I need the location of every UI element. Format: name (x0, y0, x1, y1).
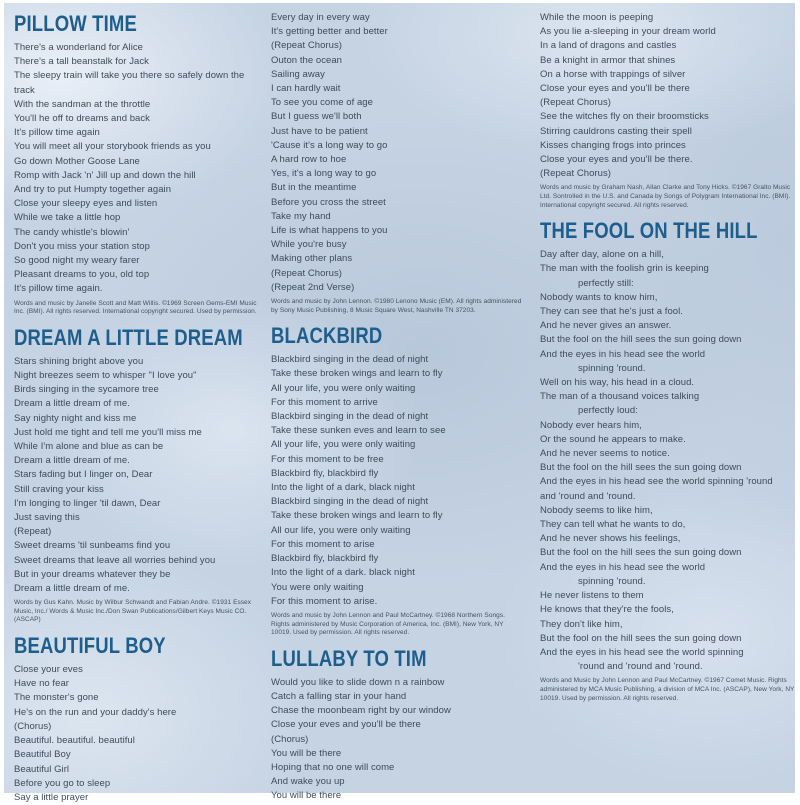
lyric-line: Have no fear (14, 678, 69, 690)
lyric-line: But I guess we'll both (271, 111, 362, 123)
lyric-line: And he never gives an answer. (540, 320, 672, 332)
lyric-line: They don't like him, (540, 618, 623, 630)
lyric-line: Beautiful Girl (14, 763, 70, 775)
lyric-line: But in your dreams whatever they be (14, 568, 171, 580)
lyric-line: Blackbird singing in the dead of night (271, 496, 429, 508)
lyric-line: Dream a little dream of me. (14, 455, 130, 467)
lyric-line: While the moon is peeping (540, 12, 654, 23)
lyric-line: Close your sleepy eyes and listen (14, 198, 158, 210)
lyric-line: I can hardly wait (271, 83, 341, 95)
lyric-line: They can tell what he wants to do, (540, 519, 686, 531)
lyric-line: But the fool on the hill sees the sun going down (540, 632, 742, 644)
lyric-line: Or the sound he appears to make. (540, 433, 686, 445)
lyric-line: Sweet dreams that leave all worries behind you (14, 554, 216, 566)
lyric-line: track (14, 84, 35, 96)
lyric-line: The candy whistle's blowin' (14, 226, 130, 238)
lyric-line: On a horse with trappings of silver (540, 68, 686, 80)
lyric-line: You will be there (271, 790, 342, 802)
lyric-line: Go down Mother Goose Lane (14, 155, 140, 167)
lyric-line: And the eyes in his head see the world spinning 'round (540, 476, 773, 488)
lyric-line: Stars shining bright above you (14, 355, 144, 367)
lyric-line: All your life, you were only waiting (271, 382, 416, 394)
lyrics-sheet (4, 3, 795, 803)
lyric-line: Nobody seems to like him, (540, 504, 653, 516)
lyric-line: Close your eves (14, 664, 83, 676)
song-section (271, 325, 523, 637)
song-section (540, 11, 798, 210)
lyric-line: And he never seems to notice. (540, 448, 670, 460)
lyric-line: Day after day, alone on a hill, (540, 249, 664, 261)
lyric-line: Stirring cauldrons casting their spell (540, 125, 692, 137)
lyric-line: 'round and 'round and 'round. (578, 661, 703, 673)
lyric-line: Hoping that no one will come (271, 761, 395, 773)
lyric-line: (Repeat Chorus) (540, 168, 611, 180)
lyrics-column-2 (271, 11, 523, 804)
lyric-line: But in the meantime (271, 182, 357, 194)
credit-line: Words and music by John Lennon. ©1980 Lenono Music (EM). All rights administered by Sony Music Publishing, 8 Music Square West, Nashville TN 37203. (271, 298, 522, 314)
lyric-line: (Repeat Chorus) (271, 40, 342, 52)
lyric-line: A hard row to hoe (271, 154, 347, 166)
lyric-line: Into the light of a dark. black night (271, 567, 415, 579)
lyric-line: Say nighty night and kiss me (14, 412, 137, 424)
song-section (14, 635, 264, 805)
song-section (540, 220, 798, 703)
lyric-line: (Repeat Chorus) (271, 267, 342, 279)
lyric-line: Be a knight in armor that shines (540, 54, 676, 66)
lyric-line: Every day in every way (271, 12, 370, 23)
lyric-line: Chase the moonbeam right by our window (271, 705, 451, 717)
song-section (271, 11, 523, 315)
lyric-line: And try to put Humpty together again (14, 184, 172, 196)
lyric-line: And he never shows his feelings, (540, 533, 681, 545)
lyric-line: While you're busy (271, 239, 347, 251)
lyric-line: You were only waiting (271, 581, 364, 593)
lyric-line: Birds singing in the sycamore tree (14, 384, 159, 396)
lyric-line: For this moment to arise. (271, 595, 378, 607)
song-title: BLACKBIRD (271, 323, 383, 349)
lyric-line: Nobody wants to know him, (540, 291, 658, 303)
lyric-line: Say a little prayer (14, 791, 89, 803)
lyric-line: Take these broken wings and learn to fly (271, 368, 443, 380)
lyric-line: Close your eyes and you'll be there. (540, 154, 693, 166)
lyric-line: As you lie a-sleeping in your dream world (540, 26, 716, 38)
lyric-line: It's getting better and better (271, 26, 388, 38)
lyric-line: Stars fading but I linger on, Dear (14, 469, 153, 481)
lyric-line: The sleepy train will take you there so safely down the (14, 70, 245, 82)
lyric-line: Yes, it's a long way to go (271, 168, 377, 180)
lyric-line: Blackbird singing in the dead of night (271, 354, 429, 366)
lyric-line: While I'm alone and blue as can be (14, 441, 164, 453)
lyric-line: Before you cross the street (271, 196, 386, 208)
lyric-line: You will meet all your storybook friends as you (14, 141, 211, 153)
lyric-line: Don't you miss your station stop (14, 240, 150, 252)
lyric-line: Just hold me tight and tell me you'll miss me (14, 426, 202, 438)
credit-line: Words and music by Janelle Scott and Matt Willis. ©1969 Screen Gems-EMI Music Inc. (BMI). All rights reserved. International copyright secured. Used by permission. (14, 299, 257, 316)
lyric-line: All your life, you were only waiting (271, 439, 416, 451)
lyric-line: It's pillow time again (14, 127, 100, 139)
lyric-line: And wake you up (271, 776, 345, 788)
lyric-line: spinning 'round. (578, 362, 646, 374)
lyric-line: See the witches fly on their broomsticks (540, 111, 709, 123)
lyric-line: Close your eyes and you'll be there (540, 83, 690, 95)
lyric-line: and 'round and 'round. (540, 490, 636, 502)
lyric-line: But the fool on the hill sees the sun going down (540, 462, 742, 474)
song-title: DREAM A LITTLE DREAM (14, 324, 243, 350)
lyric-line: I'm longing to linger 'til dawn, Dear (14, 497, 161, 509)
lyric-line: So good night my weary farer (14, 255, 140, 267)
lyric-line: You will be there (271, 747, 342, 759)
lyric-line: (Repeat 2nd Verse) (271, 281, 355, 293)
lyric-line: perfectly still: (578, 277, 634, 289)
lyric-line: He never listens to them (540, 590, 644, 602)
lyric-line: Blackbird fly, blackbird fly (271, 467, 379, 479)
lyric-line: All our life, you were only waiting (271, 524, 411, 536)
lyric-line: Take these broken wings and learn to fly (271, 510, 443, 522)
lyric-line: For this moment to be free (271, 453, 384, 465)
lyric-line: Pleasant dreams to you, old top (14, 269, 150, 281)
song-title: BEAUTIFUL BOY (14, 633, 166, 659)
lyric-line: Night breezes seem to whisper "I love you" (14, 370, 197, 382)
lyric-line: You'll he off to dreams and back (14, 113, 150, 125)
lyric-line: Well on his way, his head in a cloud. (540, 377, 695, 389)
lyric-line: Sweet dreams 'til sunbeams find you (14, 540, 171, 552)
lyric-line: Before you go to sleep (14, 777, 111, 789)
lyric-line: And the eyes in his head see the world spinning (540, 646, 744, 658)
lyric-line: Blackbird singing in the dead of night (271, 411, 429, 423)
lyric-line: Romp with Jack 'n' Jill up and down the hill (14, 169, 196, 181)
lyric-line: Dream a little dream of me. (14, 398, 130, 410)
lyric-line: Still craving your kiss (14, 483, 104, 495)
lyric-line: (Repeat) (14, 526, 52, 538)
lyrics-column-3 (540, 11, 798, 703)
lyric-line: With the sandman at the throttle (14, 98, 151, 110)
lyric-line: Kisses changing frogs into princes (540, 139, 686, 151)
lyric-line: 'Cause it's a long way to go (271, 139, 388, 151)
lyric-line: Sailing away (271, 68, 325, 80)
lyric-line: But the fool on the hill sees the sun going down (540, 334, 742, 346)
lyric-line: And the eyes in his head see the world (540, 348, 706, 360)
lyric-line: Dream a little dream of me. (14, 583, 130, 595)
lyric-line: There's a tall beanstalk for Jack (14, 56, 149, 68)
lyrics-column-1 (14, 11, 264, 805)
lyric-line: (Chorus) (271, 733, 309, 745)
lyric-line: For this moment to arise (271, 538, 375, 550)
lyric-line: In a land of dragons and castles (540, 40, 677, 52)
lyric-line: To see you come of age (271, 97, 373, 109)
lyric-line: perfectly loud: (578, 405, 638, 417)
credit-line: Words and Music by John Lennon and Paul McCartney. ©1967 Comet Music. Rights administered by MCA Music Publishing, a division of MCA Inc. (ASCAP), New York, NY 10019. Used by permission. All rights reserved. (540, 677, 795, 702)
lyric-line: While we take a little hop (14, 212, 121, 224)
lyric-line: Close your eves and you'll be there (271, 719, 421, 731)
lyric-line: The monster's gone (14, 692, 99, 704)
lyric-line: (Repeat Chorus) (540, 97, 611, 109)
lyric-line: The man with the foolish grin is keeping (540, 263, 709, 275)
credit-line: Words and music by Graham Nash, Allan Clarke and Tony Hicks. ©1967 Gralto Music Ltd. Sontrolled in the U.S. and Canada by Songs of Polygram International Inc. (BMI). International copyright secured. All rights reserved. (540, 184, 791, 209)
lyric-line: But the fool on the hill sees the sun going down (540, 547, 742, 559)
song-title: LULLABY TO TIM (271, 645, 427, 671)
lyric-line: Just saving this (14, 512, 80, 524)
lyric-line: Would you like to slide down n a rainbow (271, 676, 445, 688)
lyric-line: Making other plans (271, 253, 353, 265)
lyric-line: For this moment to arrive (271, 396, 378, 408)
lyric-line: He's on the run and your daddy's here (14, 706, 177, 718)
lyric-line: Catch a falling star in your hand (271, 690, 407, 702)
lyric-line: Take my hand (271, 210, 331, 222)
lyric-line: Blackbird fly, blackbird fly (271, 553, 379, 565)
lyric-line: Nobody ever hears him, (540, 419, 642, 431)
lyric-line: Into the light of a dark, black night (271, 482, 415, 494)
credit-line: Words and music by John Lennon and Paul McCartney. ©1968 Northern Songs. Rights administered by Music Corporation of America, Inc. (BMI), New York, NY 10019. Used by permission. All rights reserved. (271, 611, 505, 637)
song-title: THE FOOL ON THE HILL (540, 218, 758, 244)
lyric-line: The man of a thousand voices talking (540, 391, 700, 403)
lyric-line: And the eyes in his head see the world (540, 561, 706, 573)
lyric-line: Beautiful. beautiful. beautiful (14, 735, 135, 747)
song-section (14, 324, 264, 625)
song-title: PILLOW TIME (14, 11, 137, 36)
lyric-line: There's a wonderland for Alice (14, 42, 143, 53)
lyric-line: They can see that he's just a fool. (540, 306, 683, 318)
lyric-line: (Chorus) (14, 720, 52, 732)
song-section (14, 13, 264, 317)
lyric-line: He knows that they're the fools, (540, 604, 674, 616)
song-section (271, 645, 523, 804)
lyric-line: Outon the ocean (271, 54, 342, 66)
lyric-line: Beautiful Boy (14, 749, 71, 761)
lyric-line: Just have to be patient (271, 125, 368, 137)
lyric-line: Take these sunken eves and learn to see (271, 425, 446, 437)
credit-line: Words by Gus Kahn. Music by Wilbur Schwandt and Fabian Andre. ©1931 Essex Music, Inc./ Words & Music Inc./Don Swan Publications/Gilbert Keys Music CO. (ASCAP) (14, 599, 252, 624)
lyric-line: It's pillow time again. (14, 283, 103, 295)
lyric-line: spinning 'round. (578, 575, 646, 587)
lyric-line: Life is what happens to you (271, 225, 388, 237)
